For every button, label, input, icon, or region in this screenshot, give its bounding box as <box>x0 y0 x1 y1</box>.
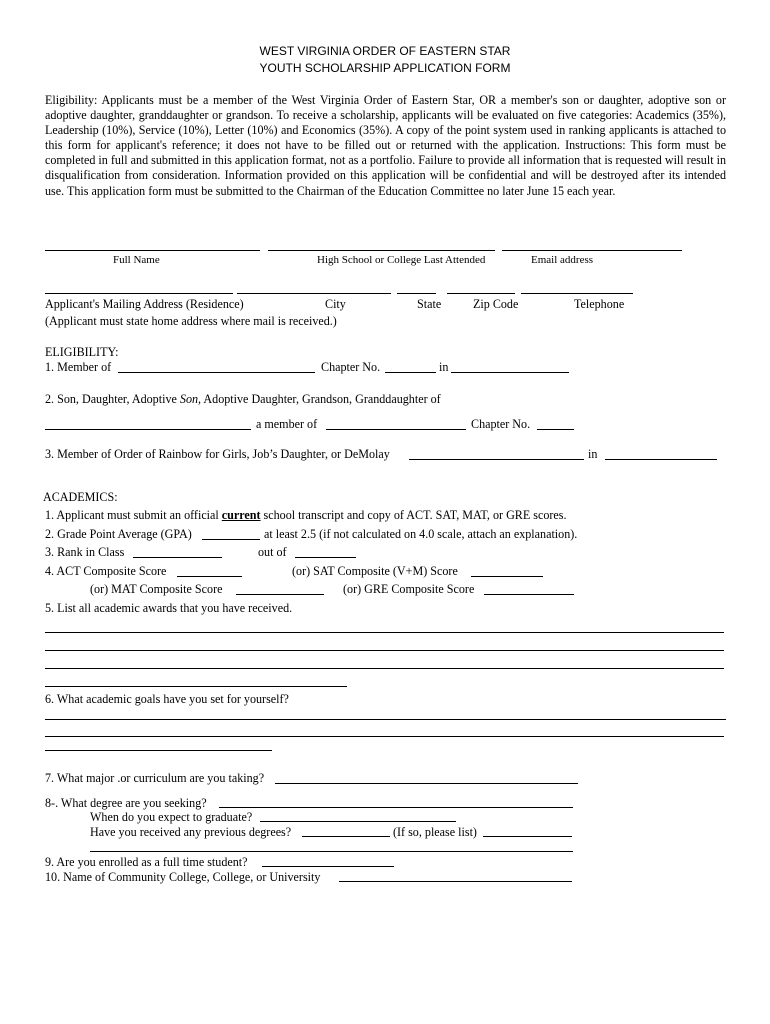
chapter-no-label: Chapter No. <box>321 360 381 374</box>
if-so-list-label: (If so, please list) <box>393 825 477 839</box>
major-field[interactable] <box>275 783 578 784</box>
full-time-student-label: 9. Are you enrolled as a full time student? <box>45 855 248 869</box>
rank-in-class-label: 3. Rank in Class <box>45 545 125 559</box>
full-name-label: Full Name <box>113 254 160 266</box>
previous-degrees-field[interactable] <box>302 836 390 837</box>
mailing-address-field[interactable] <box>45 293 233 294</box>
sat-score-field[interactable] <box>471 576 543 577</box>
eligibility-item-1-label: 1. Member of <box>45 360 112 374</box>
telephone-label: Telephone <box>574 297 625 311</box>
in-label: in <box>439 360 449 374</box>
college-name-label: 10. Name of Community College, College, or University <box>45 870 321 884</box>
mat-score-label: (or) MAT Composite Score <box>90 582 223 596</box>
eligibility-item-2-label: 2. Son, Daughter, Adoptive Son, Adoptive Daughter, Grandson, Granddaughter of <box>45 392 441 406</box>
email-label: Email address <box>531 254 594 266</box>
gpa-field[interactable] <box>202 539 260 540</box>
previous-degrees-list-line-2[interactable] <box>90 851 573 852</box>
zip-code-label: Zip Code <box>473 297 519 311</box>
degree-label: 8-. What degree are you seeking? <box>45 796 207 810</box>
form-title-line-1: WEST VIRGINIA ORDER OF EASTERN STAR <box>259 44 511 58</box>
youth-order-in-field[interactable] <box>605 459 717 460</box>
academic-awards-label: 5. List all academic awards that you have received. <box>45 601 293 615</box>
member-in-field[interactable] <box>451 372 569 373</box>
college-name-field[interactable] <box>339 881 572 882</box>
member-of-field[interactable] <box>118 372 315 373</box>
academic-awards-line-2[interactable] <box>45 650 724 651</box>
address-note: (Applicant must state home address where mail is received.) <box>45 314 337 328</box>
academic-goals-label: 6. What academic goals have you set for yourself? <box>45 692 289 706</box>
relative-name-field[interactable] <box>45 429 251 430</box>
gpa-label: 2. Grade Point Average (GPA) <box>45 527 192 541</box>
academic-awards-line-1[interactable] <box>45 632 724 633</box>
academics-heading: ACADEMICS: <box>43 490 118 504</box>
previous-degrees-list-field[interactable] <box>483 836 572 837</box>
form-title-line-2: YOUTH SCHOLARSHIP APPLICATION FORM <box>259 61 511 75</box>
eligibility-heading: ELIGIBILITY: <box>45 345 119 359</box>
academic-goals-line-2[interactable] <box>45 736 724 737</box>
previous-degrees-label: Have you received any previous degrees? <box>90 825 292 839</box>
gre-score-field[interactable] <box>484 594 574 595</box>
telephone-field[interactable] <box>521 293 633 294</box>
chapter-no-field[interactable] <box>385 372 436 373</box>
gpa-note: at least 2.5 (if not calculated on 4.0 scale, attach an explanation). <box>264 527 578 541</box>
email-address-field[interactable] <box>502 250 682 251</box>
academics-item-1: 1. Applicant must submit an official current school transcript and copy of ACT. SAT, MAT, or GRE scores. <box>45 508 567 522</box>
major-label: 7. What major .or curriculum are you taking? <box>45 771 265 785</box>
degree-field[interactable] <box>219 807 573 808</box>
sat-score-label: (or) SAT Composite (V+M) Score <box>292 564 458 578</box>
academic-awards-line-4[interactable] <box>45 686 347 687</box>
zip-code-field[interactable] <box>447 293 515 294</box>
city-field[interactable] <box>237 293 391 294</box>
out-of-label: out of <box>258 545 287 559</box>
youth-order-field[interactable] <box>409 459 584 460</box>
state-label: State <box>417 297 442 311</box>
mat-score-field[interactable] <box>236 594 324 595</box>
academic-goals-line-1[interactable] <box>45 719 726 720</box>
eligibility-instructions-paragraph: Eligibility: Applicants must be a member of the West Virginia Order of Eastern Star, OR a member's son or daughter, adoptive son or adoptive daughter, granddaughter or grandson. To receive a scholarship, applicants will be evaluated on five categories: Academics (35%), Leadership (10%), Service (10%), Letter (10%) and Economics (35%). A copy of the point system used in ranking applicants is attached to this form for applicant's reference; it does not have to be filled out or returned with the application. Instructions: This form must be completed in full and submitted in this application format, not as a portfolio. Failure to provide all information that is requested will result in disqualification from consideration. Information provided on this application will be confidential and will be destroyed after its intended use. This application form must be submitted to the Chairman of the Education Committee no later June 15 each year. <box>45 93 726 198</box>
school-last-attended-field[interactable] <box>268 250 495 251</box>
school-label: High School or College Last Attended <box>317 254 486 266</box>
act-score-field[interactable] <box>177 576 242 577</box>
mailing-address-label: Applicant's Mailing Address (Residence) <box>45 297 244 311</box>
act-score-label: 4. ACT Composite Score <box>45 564 167 578</box>
city-label: City <box>325 297 346 311</box>
graduate-date-field[interactable] <box>260 821 456 822</box>
academic-goals-line-3[interactable] <box>45 750 272 751</box>
class-size-field[interactable] <box>295 557 356 558</box>
relative-member-of-field[interactable] <box>326 429 466 430</box>
a-member-of-label: a member of <box>256 417 318 431</box>
relative-chapter-no-label: Chapter No. <box>471 417 531 431</box>
gre-score-label: (or) GRE Composite Score <box>343 582 475 596</box>
full-time-student-field[interactable] <box>262 866 394 867</box>
state-field[interactable] <box>397 293 436 294</box>
full-name-field[interactable] <box>45 250 260 251</box>
eligibility-item-3-label: 3. Member of Order of Rainbow for Girls, Job’s Daughter, or DeMolay <box>45 447 390 461</box>
rank-in-class-field[interactable] <box>133 557 222 558</box>
graduate-date-label: When do you expect to graduate? <box>90 810 253 824</box>
youth-order-in-label: in <box>588 447 598 461</box>
relative-chapter-no-field[interactable] <box>537 429 574 430</box>
academic-awards-line-3[interactable] <box>45 668 724 669</box>
